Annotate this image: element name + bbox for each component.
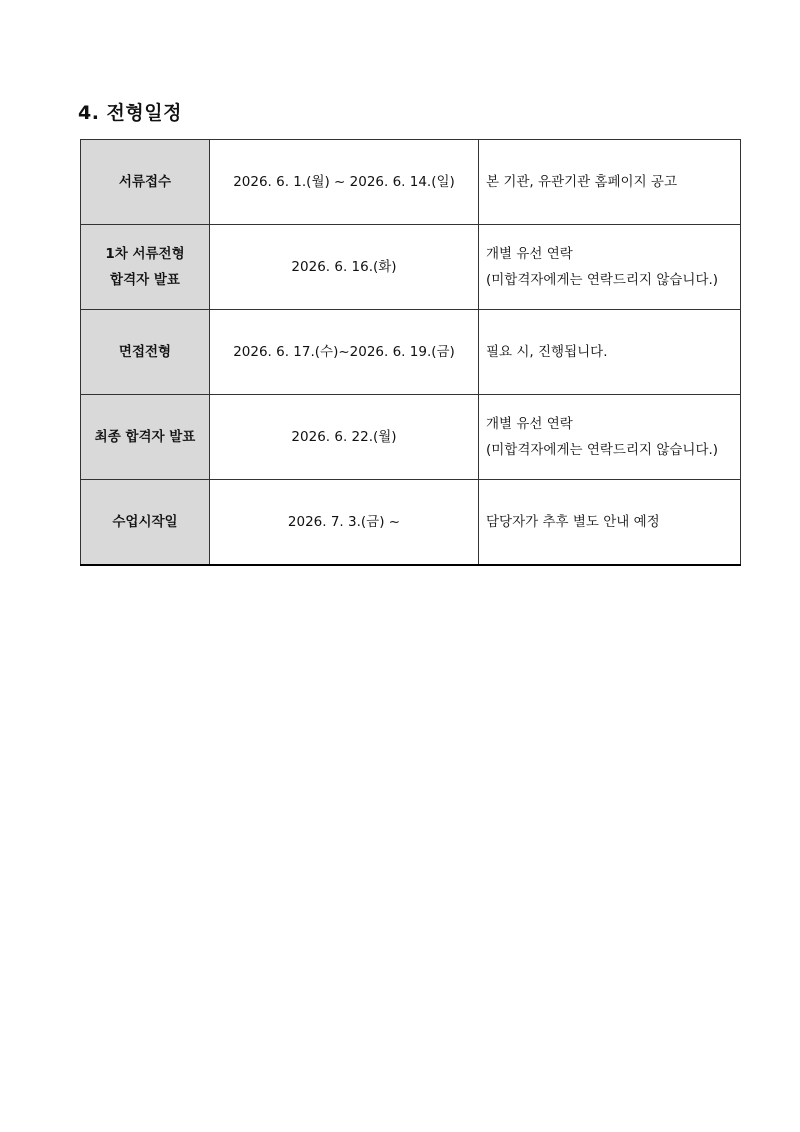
section-title: 4. 전형일정 <box>78 102 182 124</box>
stage-label-text: 1차 서류전형 <box>105 246 185 262</box>
table-row <box>81 310 741 395</box>
stage-label-text: 면접전형 <box>118 344 172 360</box>
stage-label <box>81 395 210 480</box>
stage-label-text: 합격자 발표 <box>110 272 180 288</box>
stage-date: 2026. 6. 1.(월) ~ 2026. 6. 14.(일) <box>210 140 479 225</box>
stage-label <box>81 480 210 565</box>
stage-note <box>479 140 741 225</box>
stage-note-text: (미합격자에게는 연락드리지 않습니다.) <box>486 442 719 458</box>
stage-note <box>479 225 741 310</box>
stage-note-text: 필요 시, 진행됩니다. <box>486 344 608 360</box>
stage-note-text: 개별 유선 연락 <box>486 416 573 432</box>
table-row <box>81 140 741 225</box>
stage-note-text: (미합격자에게는 연락드리지 않습니다.) <box>486 272 719 288</box>
table-row <box>81 395 741 480</box>
stage-note <box>479 310 741 395</box>
stage-note <box>479 395 741 480</box>
stage-date: 2026. 6. 16.(화) <box>210 225 479 310</box>
stage-date: 2026. 7. 3.(금) ~ <box>210 480 479 565</box>
stage-label-text: 최종 합격자 발표 <box>94 429 196 445</box>
schedule-table <box>80 139 741 566</box>
stage-note-text: 담당자가 추후 별도 안내 예정 <box>486 513 660 530</box>
stage-label-text: 서류접수 <box>118 174 172 190</box>
stage-note <box>479 480 741 565</box>
stage-date: 2026. 6. 22.(월) <box>210 395 479 480</box>
stage-label <box>81 225 210 310</box>
stage-date: 2026. 6. 17.(수)~2026. 6. 19.(금) <box>210 310 479 395</box>
stage-label <box>81 140 210 225</box>
table-row <box>81 480 741 565</box>
stage-note-text: 본 기관, 유관기관 홈페이지 공고 <box>486 174 677 190</box>
stage-label-text: 수업시작일 <box>112 513 178 530</box>
stage-label <box>81 310 210 395</box>
table-row <box>81 225 741 310</box>
stage-note-text: 개별 유선 연락 <box>486 246 573 262</box>
